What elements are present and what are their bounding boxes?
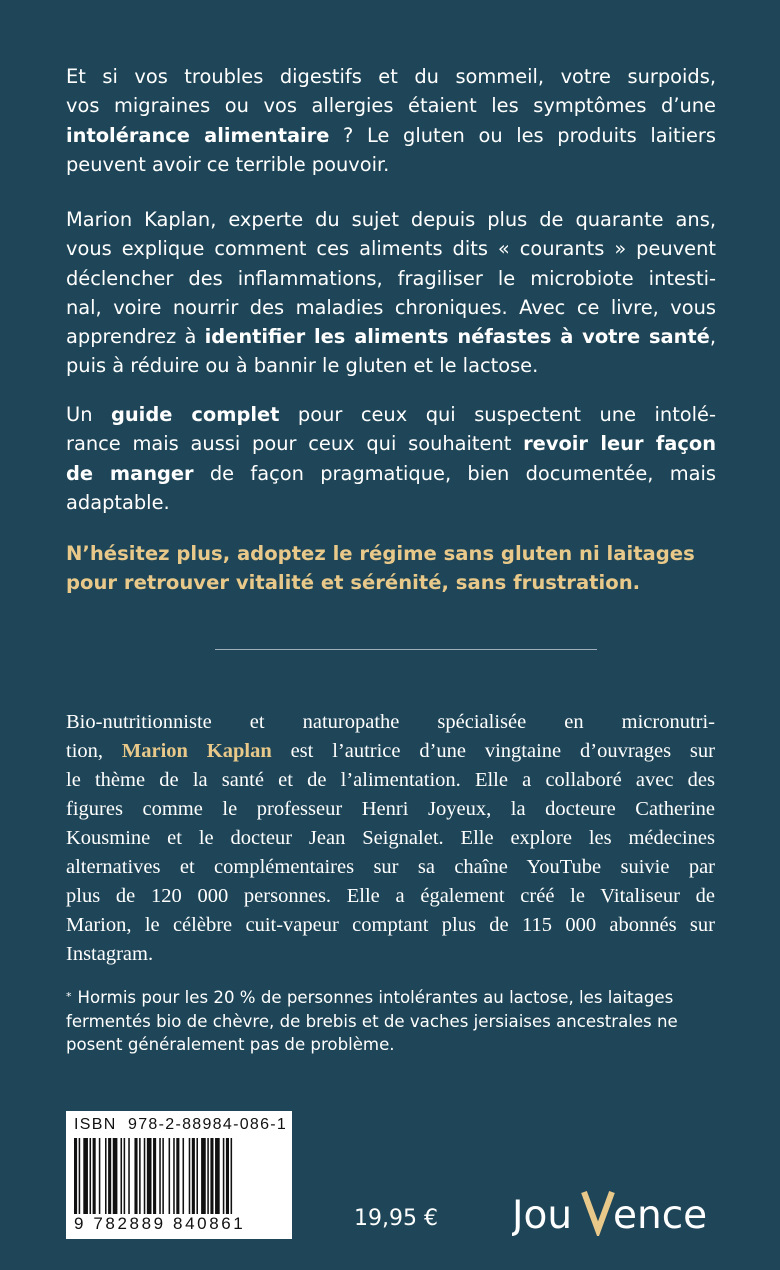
barcode-bar	[147, 1138, 152, 1214]
isbn-barcode-box	[66, 1111, 292, 1239]
divider	[215, 649, 597, 650]
barcode-bar	[99, 1138, 101, 1214]
footnote-line-2: fermentés bio de chèvre, de brebis et de vaches jersiaises ancestrales ne	[66, 1011, 678, 1031]
barcode-bar	[144, 1138, 146, 1214]
barcode-bar	[93, 1138, 96, 1214]
barcode-bar	[189, 1138, 191, 1214]
text-run: Et si vos troubles digestifs et du sommeil, votre surpoids,	[66, 65, 716, 88]
text-run: figures comme le professeur Henri Joyeux, la docteure Catherine	[66, 798, 715, 820]
barcode-bar	[153, 1138, 156, 1224]
barcode-bar	[162, 1138, 164, 1214]
text-run: rance mais aussi pour ceux qui souhaitent	[66, 432, 524, 456]
p2-line	[66, 293, 716, 322]
logo-v-mark	[584, 1192, 612, 1230]
author-name: Marion Kaplan	[121, 740, 272, 762]
barcode-bar	[226, 1138, 229, 1214]
barcode-bar	[121, 1138, 123, 1214]
barcode-digits: 9 782889 840861	[74, 1214, 246, 1233]
text-run: apprendrez à	[66, 325, 205, 349]
p3-line	[66, 488, 716, 517]
barcode-bar	[231, 1138, 233, 1224]
barcode-bar	[210, 1138, 213, 1214]
text-run: Kousmine et le docteur Jean Seignalet. Elle explore les médecines	[66, 827, 715, 849]
text-run: Marion, le célèbre cuit-vapeur comptant plus de 115 000 abonnés sur	[66, 914, 715, 936]
barcode-bar	[83, 1138, 88, 1214]
text-run: ? Le gluten ou les produits laitiers	[329, 123, 716, 147]
publisher-logo	[512, 1186, 722, 1236]
bio-line	[66, 795, 715, 824]
footnote	[66, 986, 716, 1057]
barcode-icon	[74, 1138, 284, 1224]
p3-line	[66, 429, 716, 458]
bold-run: guide complet	[110, 403, 280, 426]
text-run: peuvent avoir ce terrible pouvoir.	[66, 152, 390, 176]
barcode-bar	[207, 1138, 209, 1214]
barcode-bar	[79, 1138, 81, 1224]
text-run: alternatives et complémentaires sur sa chaîne YouTube suivie par	[66, 856, 715, 878]
barcode-bar	[128, 1138, 130, 1214]
barcode-bar	[134, 1138, 137, 1214]
barcode-bar	[223, 1138, 225, 1214]
call-to-action-line-2: pour retrouver vitalité et sérénité, sans frustration.	[66, 571, 641, 595]
blurb-paragraph-2	[66, 205, 716, 381]
barcode-bar	[159, 1138, 161, 1224]
bio-line	[66, 737, 715, 766]
call-to-action-line-1: N’hésitez plus, adoptez le régime sans gluten ni laitages	[66, 542, 695, 565]
logo-ence: ence	[613, 1193, 708, 1236]
logo-jou: Jou	[512, 1193, 573, 1236]
barcode-bar	[105, 1138, 107, 1214]
barcode-bar	[183, 1138, 185, 1214]
p1-line	[66, 121, 716, 150]
text-run: vos migraines ou vos allergies étaient les symptômes d’une	[66, 94, 716, 118]
barcode-bar	[201, 1138, 206, 1214]
bio-line	[66, 853, 715, 882]
footnote-line-1: Hormis pour les 20 % de personnes intolérantes au lactose, les laitages	[77, 988, 674, 1007]
blurb-paragraph-3	[66, 400, 716, 517]
text-run: plus de 120 000 personnes. Elle a également créé le Vitaliseur de	[66, 885, 715, 907]
text-run: Instagram.	[66, 943, 154, 965]
p2-line	[66, 351, 716, 380]
bio-line	[66, 911, 715, 940]
barcode-bar	[74, 1138, 77, 1224]
text-run: déclencher des inflammations, fragiliser le microbiote intesti-	[66, 266, 716, 290]
text-run: puis à réduire ou à bannir le gluten et le lactose.	[66, 354, 539, 378]
bio-line	[66, 882, 715, 911]
barcode-bar	[196, 1138, 198, 1214]
p2-line	[66, 264, 716, 293]
bold-run: de manger	[66, 461, 194, 485]
price: 19,95 €	[354, 1206, 438, 1231]
text-run: pour ceux qui suspectent une intolé-	[279, 403, 716, 426]
blurb-call-to-action	[66, 539, 716, 598]
bio-line	[66, 708, 715, 737]
barcode-bar	[192, 1138, 195, 1214]
footnote-marker: *	[66, 990, 72, 1003]
text-run: tion,	[66, 740, 122, 762]
p2-line	[66, 234, 716, 263]
text-run: vous explique comment ces aliments dits « courants » peuvent	[66, 237, 716, 261]
text-run: Un	[66, 403, 111, 426]
text-run: le thème de la santé et de l’alimentation. Elle a collaboré avec des	[66, 769, 715, 791]
barcode-bar	[139, 1138, 141, 1214]
text-run: est l’autrice d’une vingtaine d’ouvrages sur	[271, 740, 715, 762]
bio-line	[66, 766, 715, 795]
barcode-bar	[124, 1138, 126, 1214]
barcode-bar	[176, 1138, 179, 1214]
text-run: nal, voire nourrir des maladies chroniques. Avec ce livre, vous	[66, 295, 716, 319]
barcode-bar	[113, 1138, 118, 1214]
p1-line	[66, 150, 716, 179]
blurb-paragraph-1	[66, 62, 716, 179]
text-run: Bio-nutritionniste et naturopathe spécialisée en micronutri-	[66, 711, 715, 733]
bold-run: intolérance alimentaire	[66, 123, 330, 147]
isbn-label: ISBN 978-2-88984-086-1	[74, 1116, 288, 1133]
p3-line	[66, 459, 716, 488]
text-run: ,	[709, 325, 717, 349]
p2-line	[66, 322, 716, 351]
footnote-line-3: posent généralement pas de problème.	[66, 1035, 395, 1054]
bold-run: revoir leur façon	[523, 432, 716, 456]
p1-line	[66, 91, 716, 120]
p1-line	[66, 62, 716, 91]
p2-line	[66, 205, 716, 234]
p3-line	[66, 400, 716, 429]
bio-line	[66, 824, 715, 853]
text-run: Marion Kaplan, experte du sujet depuis plus de quarante ans,	[66, 208, 716, 231]
author-bio	[66, 708, 715, 969]
bio-line	[66, 940, 715, 969]
text-run: adaptable.	[66, 490, 170, 514]
barcode-bar	[169, 1138, 171, 1214]
barcode-bar	[108, 1138, 111, 1214]
barcode-bar	[173, 1138, 175, 1214]
bold-run: identifier les aliments néfastes à votre santé	[204, 325, 710, 349]
barcode-bar	[215, 1138, 220, 1214]
text-run: de façon pragmatique, bien documentée, mais	[193, 461, 716, 485]
barcode-bar	[90, 1138, 92, 1214]
